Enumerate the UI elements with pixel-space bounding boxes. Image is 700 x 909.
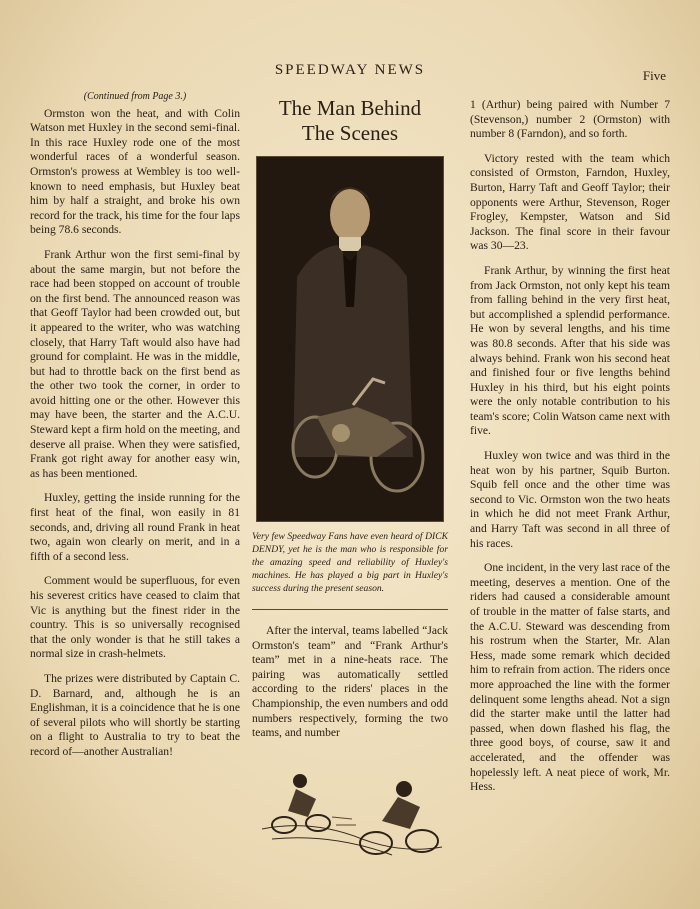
article-paragraph: Victory rested with the team which consisted of Ormston, Farndon, Huxley, Burton, Harry Taft and Geoff Taylor; their opponents were Arthur, Stevenson, Roger Frogley, Kempster, Watson and Sid Jackson. The final score in their favour was 30—23. xyxy=(470,151,670,253)
divider xyxy=(252,609,448,610)
article-paragraph: Ormston won the heat, and with Colin Watson met Huxley in the second semi-final. In this race Huxley rode one of the most wonderful races of a wonderful season. Ormston's prowess at Wembley is too well-known to need emphasis, but Huxley beat him by half a straight, and broke his own record for the track, his time for the four laps being 78.6 seconds. xyxy=(30,106,240,237)
article-paragraph: Huxley won twice and was third in the heat won by his partner, Squib Burton. Squib fell once and the other time was second to Vic. Ormston won the two heats in which he did not meet Frank Arthur, and Harry Taft was second in all three of his races. xyxy=(470,449,670,550)
feature-headline xyxy=(252,96,448,146)
article-paragraph: 1 (Arthur) being paired with Number 7 (Stevenson,) number 2 (Ormston) with number 8 (Farndon), and so forth. xyxy=(470,98,670,141)
left-column xyxy=(30,90,240,770)
mechanic-photo xyxy=(256,156,444,522)
headline-line: The Man Behind xyxy=(278,96,422,120)
continued-note: (Continued from Page 3.) xyxy=(83,91,187,102)
masthead: SPEEDWAY NEWS xyxy=(274,62,426,78)
article-paragraph: The prizes were distributed by Captain C. D. Barnard, and, although he is an Englishman, it is a coincidence that he is one of several pilots who will shortly be starting on a flight to Australia to try to beat the record of—another Australian! xyxy=(30,671,240,758)
article-paragraph: Frank Arthur, by winning the first heat from Jack Ormston, not only kept his team from falling behind in the very first heat, but accomplished a splendid performance. He won by several lengths, and his time was 80.8 seconds. After that his side was always behind. Frank won his second heat and finished four or five lengths behind Huxley in his third, but his eight points were the only notable contribution to his team's score; Colin Watson came next with five. xyxy=(470,263,670,438)
article-paragraph: One incident, in the very last race of the meeting, deserves a mention. One of the riders had caused a considerable amount of trouble in the matter of false starts, and the A.C.U. Steward was descending from his rostrum when the Starter, Mr. Alan Hess, made some remark which decided him to refrain from action. The riders once more approached the line with the former delinquent some lengths ahead. Not a sign did the starter make until the latter had passed, when down flashed his flag, the three good boys, of course, saw it and accelerated, and the offender was hopelessly left. A neat piece of work, Mr. Hess. xyxy=(470,561,670,794)
article-paragraph: Frank Arthur won the first semi-final by about the same margin, but not before the race had been stopped on account of trouble on the first bend. The announced reason was that Geoff Taylor had been crowded out, but it appeared to the writer, who was watching closely, that Harry Taft would also have had ground for complaint. He was in the middle, but had to throttle back on the first bend as the other two took the corner, in order to avoid hitting one or the other. However this may have been, the starter and the A.C.U. Steward kept a firm hold on the meeting, and deserve all praise. When they were satisfied, Frank got right away for another easy win, as has been mentioned. xyxy=(30,247,240,480)
riders-sketch xyxy=(252,759,448,871)
headline-line: The Scenes xyxy=(301,121,399,145)
right-column xyxy=(470,98,670,805)
article-paragraph: Comment would be superfluous, for even his severest critics have ceased to claim that Vic is anything but the finest rider in the country. This is so universally recognised that the only wonder is that he still takes a normal size in crash-helmets. xyxy=(30,574,240,661)
photo-caption: Very few Speedway Fans have even heard of DICK DENDY, yet he is the man who is responsible for the amazing speed and reliability of Huxley's machines. He has played a big part in Huxley's success during the present season. xyxy=(252,531,448,594)
article-paragraph: After the interval, teams labelled “Jack Ormston's team” and “Frank Arthur's team” met in a nine-heats race. The pairing was automatically settled according to the riders' places in the Championship, the even numbers and odd numbers respectively, forming the two teams, and number xyxy=(252,624,448,740)
middle-column xyxy=(252,90,448,875)
article-paragraph: Huxley, getting the inside running for the first heat of the final, won easily in 81 seconds, and, driving all round Frank in heat two, again won clearly on merit, and in a fifth of a second less. xyxy=(30,491,240,563)
photo-illustration xyxy=(257,157,443,521)
page-number: Five xyxy=(642,68,666,83)
